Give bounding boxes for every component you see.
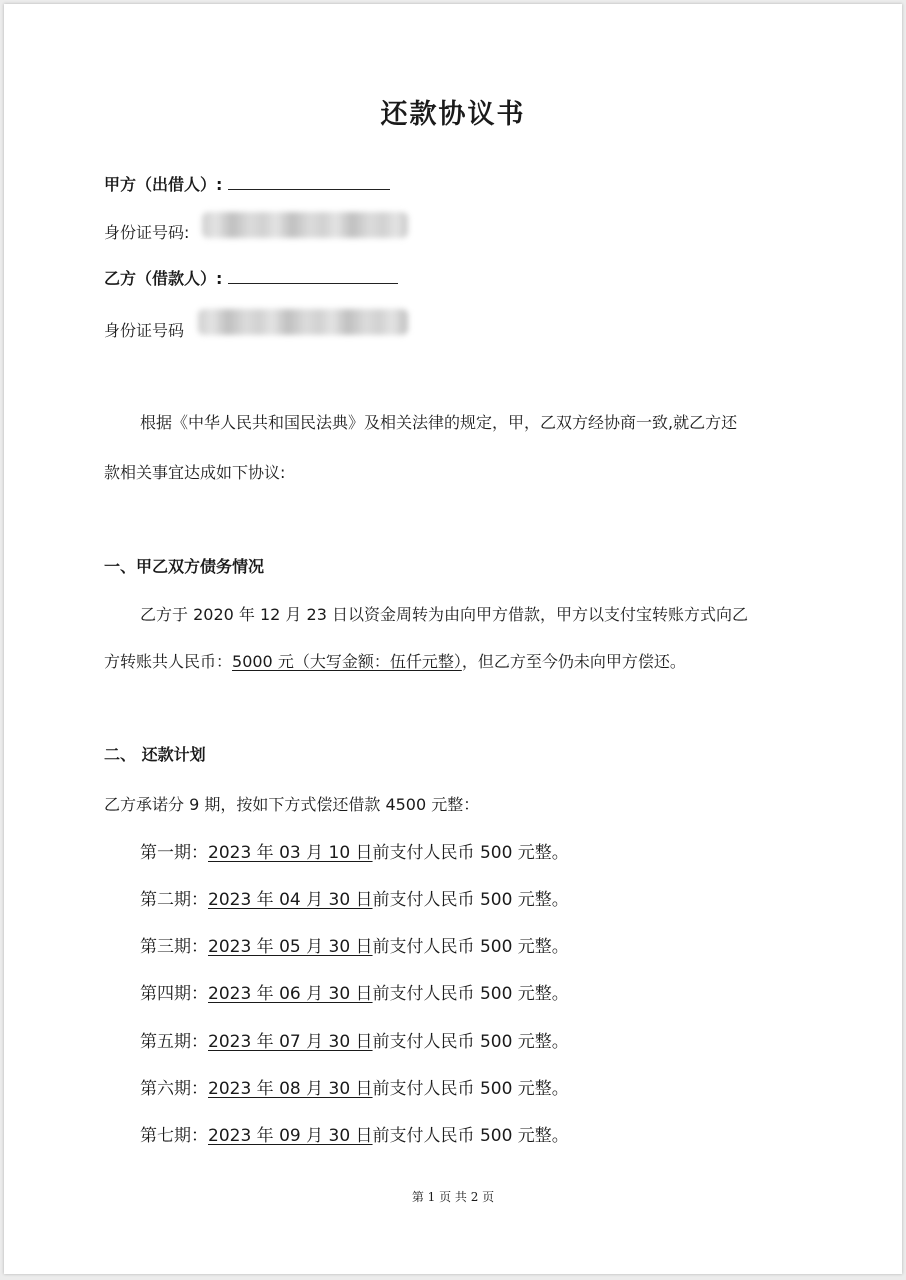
section-1-line-1: 乙方于 2020 年 12 月 23 日以资金周转为由向甲方借款，甲方以支付宝转账方式向乙: [140, 605, 748, 624]
installment-row: [140, 932, 569, 957]
intro-line-1: 根据《中华人民共和国民法典》及相关法律的规定，甲，乙双方经协商一致,就乙方还: [140, 413, 738, 432]
installment-date: 2023 年 08 月 30 日: [208, 1079, 373, 1099]
installment-text: 前支付人民币 500 元整。: [372, 843, 569, 863]
installment-label: 第二期：: [140, 890, 208, 910]
installment-date: 2023 年 09 月 30 日: [208, 1126, 373, 1146]
id-a-label: 身份证号码:: [104, 223, 190, 242]
section-1-suffix: ，但乙方至今仍未向甲方偿还。: [461, 652, 686, 671]
party-b-label: 乙方（借款人）:: [104, 269, 223, 288]
loan-amount: 5000 元（大写金额：伍仟元整）: [232, 652, 462, 671]
installment-date: 2023 年 07 月 30 日: [208, 1032, 373, 1052]
installment-row: [140, 1074, 569, 1099]
id-b-redacted: [198, 309, 408, 335]
installment-date: 2023 年 03 月 10 日: [208, 843, 373, 863]
installment-row: [140, 1027, 569, 1052]
installment-date: 2023 年 05 月 30 日: [208, 937, 373, 957]
id-b-label: 身份证号码: [104, 321, 185, 340]
party-b-line: [104, 266, 398, 289]
installment-text: 前支付人民币 500 元整。: [372, 1032, 569, 1052]
installment-date: 2023 年 04 月 30 日: [208, 890, 373, 910]
party-a-label: 甲方（出借人）:: [104, 175, 223, 194]
installment-label: 第五期：: [140, 1032, 208, 1052]
document-page: [4, 4, 902, 1274]
installment-label: 第一期：: [140, 843, 208, 863]
installment-row: [140, 1121, 569, 1146]
installment-text: 前支付人民币 500 元整。: [372, 984, 569, 1004]
installment-label: 第七期：: [140, 1126, 208, 1146]
page-footer: 第 1 页 共 2 页: [411, 1190, 495, 1204]
installment-date: 2023 年 06 月 30 日: [208, 984, 373, 1004]
installment-text: 前支付人民币 500 元整。: [372, 1126, 569, 1146]
section-1-line-2: [104, 649, 686, 672]
section-2-heading: 二、 还款计划: [104, 745, 206, 764]
installment-label: 第四期：: [140, 984, 208, 1004]
installment-text: 前支付人民币 500 元整。: [372, 1079, 569, 1099]
party-a-line: [104, 172, 390, 195]
installment-text: 前支付人民币 500 元整。: [372, 890, 569, 910]
document-title: 还款协议书: [380, 99, 526, 130]
installment-label: 第六期：: [140, 1079, 208, 1099]
installment-label: 第三期：: [140, 937, 208, 957]
installment-text: 前支付人民币 500 元整。: [372, 937, 569, 957]
id-a-redacted: [202, 212, 408, 238]
installment-row: [140, 885, 569, 910]
section-1-heading: 一、甲乙双方债务情况: [104, 557, 265, 576]
installment-row: [140, 838, 569, 863]
section-1-prefix: 方转账共人民币：: [104, 652, 233, 671]
party-a-blank: [228, 173, 390, 190]
section-2-intro: 乙方承诺分 9 期，按如下方式偿还借款 4500 元整：: [104, 795, 480, 814]
party-b-blank: [228, 267, 398, 284]
installment-row: [140, 979, 569, 1004]
intro-line-2: 款相关事宜达成如下协议:: [104, 463, 286, 482]
